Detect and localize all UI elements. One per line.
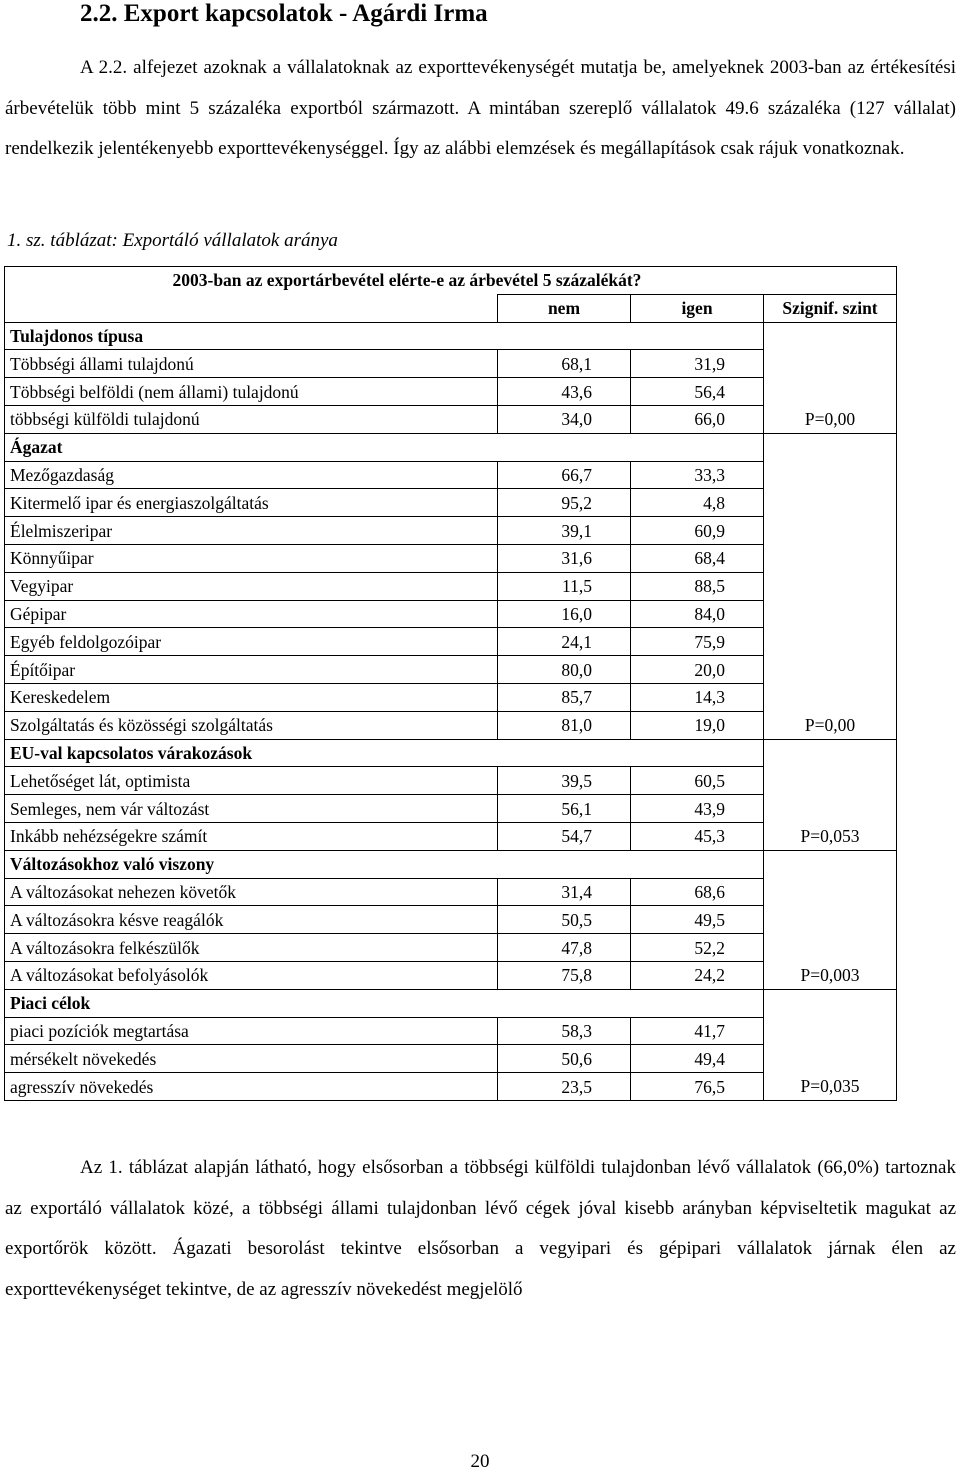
col-header-sig: Szignif. szint [764, 294, 897, 322]
value-igen: 19,0 [631, 711, 764, 739]
table-group-heading-row [5, 989, 897, 1017]
value-nem: 81,0 [498, 711, 631, 739]
table-row [5, 350, 897, 378]
table-header-columns-row [5, 294, 897, 322]
sig-cell-empty [764, 656, 897, 684]
row-label: piaci pozíciók megtartása [5, 1017, 498, 1045]
value-igen: 66,0 [631, 405, 764, 433]
value-igen: 68,6 [631, 878, 764, 906]
sig-cell-empty [764, 1045, 897, 1073]
table-row [5, 822, 897, 850]
sig-cell-empty [764, 850, 897, 878]
row-label: Vegyipar [5, 572, 498, 600]
table-group-heading: Ágazat [5, 433, 764, 461]
sig-cell-empty [764, 600, 897, 628]
value-nem: 34,0 [498, 405, 631, 433]
row-label: Gépipar [5, 600, 498, 628]
sig-cell-empty [764, 350, 897, 378]
value-nem: 66,7 [498, 461, 631, 489]
value-igen: 20,0 [631, 656, 764, 684]
table-row [5, 1073, 897, 1101]
value-nem: 24,1 [498, 628, 631, 656]
table-row [5, 711, 897, 739]
value-nem: 85,7 [498, 683, 631, 711]
value-igen: 45,3 [631, 822, 764, 850]
table-row [5, 683, 897, 711]
table-row [5, 934, 897, 962]
sig-cell-empty [764, 378, 897, 406]
row-label: Lehetőséget lát, optimista [5, 767, 498, 795]
intro-paragraph: A 2.2. alfejezet azoknak a vállalatoknak az exporttevékenységét mutatja be, amelyeknek 2003-ban az értékesítési árbevételük több mint 5 százaléka exportból származott. A mintában szereplő vállalatok 49.6 százaléka (127 vállalat) rendelkezik jelentékenyebb exporttevékenységgel. Így az alábbi elemzések és megállapítások csak rájuk vonatkoznak. [5, 57, 956, 160]
row-label: többségi külföldi tulajdonú [5, 405, 498, 433]
table-header-blank-2 [5, 294, 498, 322]
table-row [5, 405, 897, 433]
value-igen: 24,2 [631, 961, 764, 989]
row-label: Inkább nehézségekre számít [5, 822, 498, 850]
value-igen: 49,5 [631, 906, 764, 934]
sig-cell-empty [764, 739, 897, 767]
table-row [5, 795, 897, 823]
value-igen: 68,4 [631, 544, 764, 572]
table-group-heading: Piaci célok [5, 989, 764, 1017]
sig-cell-empty [764, 906, 897, 934]
table-row [5, 600, 897, 628]
value-nem: 39,1 [498, 517, 631, 545]
sig-cell-empty [764, 544, 897, 572]
value-nem: 54,7 [498, 822, 631, 850]
table-group-heading: Tulajdonos típusa [5, 322, 764, 350]
sig-cell-empty [764, 1017, 897, 1045]
value-nem: 23,5 [498, 1073, 631, 1101]
significance-level: P=0,003 [764, 961, 897, 989]
row-label: A változásokat befolyásolók [5, 961, 498, 989]
table-row [5, 544, 897, 572]
table-row [5, 572, 897, 600]
row-label: Könnyűipar [5, 544, 498, 572]
sig-cell-empty [764, 628, 897, 656]
value-nem: 39,5 [498, 767, 631, 795]
significance-level: P=0,035 [764, 1073, 897, 1101]
table-row [5, 1017, 897, 1045]
table-row [5, 656, 897, 684]
row-label: mérsékelt növekedés [5, 1045, 498, 1073]
value-nem: 75,8 [498, 961, 631, 989]
sig-cell-empty [764, 795, 897, 823]
table-caption: 1. sz. táblázat: Exportáló vállalatok aránya [7, 230, 338, 251]
value-igen: 41,7 [631, 1017, 764, 1045]
value-nem: 50,5 [498, 906, 631, 934]
value-nem: 31,6 [498, 544, 631, 572]
table-row [5, 517, 897, 545]
row-label: Kereskedelem [5, 683, 498, 711]
sig-cell-empty [764, 461, 897, 489]
row-label: Élelmiszeripar [5, 517, 498, 545]
col-header-igen: igen [631, 294, 764, 322]
row-label: A változásokat nehezen követők [5, 878, 498, 906]
value-igen: 52,2 [631, 934, 764, 962]
significance-level: P=0,00 [764, 711, 897, 739]
export-share-table [4, 266, 897, 1101]
sig-cell-empty [764, 433, 897, 461]
value-nem: 50,6 [498, 1045, 631, 1073]
sig-cell-empty [764, 989, 897, 1017]
value-nem: 58,3 [498, 1017, 631, 1045]
value-igen: 14,3 [631, 683, 764, 711]
value-nem: 80,0 [498, 656, 631, 684]
row-label: A változásokra felkészülők [5, 934, 498, 962]
table-row [5, 767, 897, 795]
row-label: Mezőgazdaság [5, 461, 498, 489]
row-label: agresszív növekedés [5, 1073, 498, 1101]
sig-cell-empty [764, 767, 897, 795]
value-nem: 95,2 [498, 489, 631, 517]
table-group-heading-row [5, 850, 897, 878]
value-igen: 4,8 [631, 489, 764, 517]
row-label: Többségi állami tulajdonú [5, 350, 498, 378]
sig-cell-empty [764, 572, 897, 600]
sig-cell-empty [764, 517, 897, 545]
row-label: Semleges, nem vár változást [5, 795, 498, 823]
value-igen: 60,5 [631, 767, 764, 795]
value-nem: 43,6 [498, 378, 631, 406]
table-question-header: 2003-ban az exportárbevétel elérte-e az árbevétel 5 százalékát? [498, 267, 897, 295]
value-igen: 49,4 [631, 1045, 764, 1073]
section-title: 2.2. Export kapcsolatok - Agárdi Irma [80, 0, 488, 27]
value-igen: 31,9 [631, 350, 764, 378]
value-nem: 31,4 [498, 878, 631, 906]
value-igen: 33,3 [631, 461, 764, 489]
value-igen: 75,9 [631, 628, 764, 656]
value-igen: 56,4 [631, 378, 764, 406]
conclusion-paragraph: Az 1. táblázat alapján látható, hogy elsősorban a többségi külföldi tulajdonban lévő vállalatok (66,0%) tartoznak az exportáló vállalatok közé, a többségi állami tulajdonban lévő cégek jóval kisebb arányban képviseltetik magukat az exportőrök között. Ágazati besorolást tekintve elsősorban a vegyipari és gépipari vállalatok járnak élen az exporttevékenységet tekintve, de az agresszív növekedést megjelölő [5, 1157, 956, 1300]
table-header-question-row [5, 267, 897, 295]
value-igen: 60,9 [631, 517, 764, 545]
table-row [5, 461, 897, 489]
row-label: Szolgáltatás és közösségi szolgáltatás [5, 711, 498, 739]
value-nem: 11,5 [498, 572, 631, 600]
value-igen: 76,5 [631, 1073, 764, 1101]
value-nem: 16,0 [498, 600, 631, 628]
sig-cell-empty [764, 878, 897, 906]
value-igen: 43,9 [631, 795, 764, 823]
table-row [5, 961, 897, 989]
page-number: 20 [470, 1451, 490, 1472]
value-igen: 88,5 [631, 572, 764, 600]
table-row [5, 489, 897, 517]
value-nem: 68,1 [498, 350, 631, 378]
significance-level: P=0,053 [764, 822, 897, 850]
table-group-heading-row [5, 433, 897, 461]
table-group-heading: Változásokhoz való viszony [5, 850, 764, 878]
row-label: Többségi belföldi (nem állami) tulajdonú [5, 378, 498, 406]
value-igen: 84,0 [631, 600, 764, 628]
sig-cell-empty [764, 489, 897, 517]
sig-cell-empty [764, 934, 897, 962]
significance-level: P=0,00 [764, 405, 897, 433]
table-row [5, 378, 897, 406]
table-group-heading-row [5, 322, 897, 350]
col-header-nem: nem [498, 294, 631, 322]
row-label: Építőipar [5, 656, 498, 684]
table-group-heading-row [5, 739, 897, 767]
row-label: A változásokra késve reagálók [5, 906, 498, 934]
value-nem: 47,8 [498, 934, 631, 962]
sig-cell-empty [764, 683, 897, 711]
table-row [5, 906, 897, 934]
value-nem: 56,1 [498, 795, 631, 823]
row-label: Egyéb feldolgozóipar [5, 628, 498, 656]
table-group-heading: EU-val kapcsolatos várakozások [5, 739, 764, 767]
table-row [5, 878, 897, 906]
table-row [5, 628, 897, 656]
row-label: Kitermelő ipar és energiaszolgáltatás [5, 489, 498, 517]
sig-cell-empty [764, 322, 897, 350]
table-row [5, 1045, 897, 1073]
